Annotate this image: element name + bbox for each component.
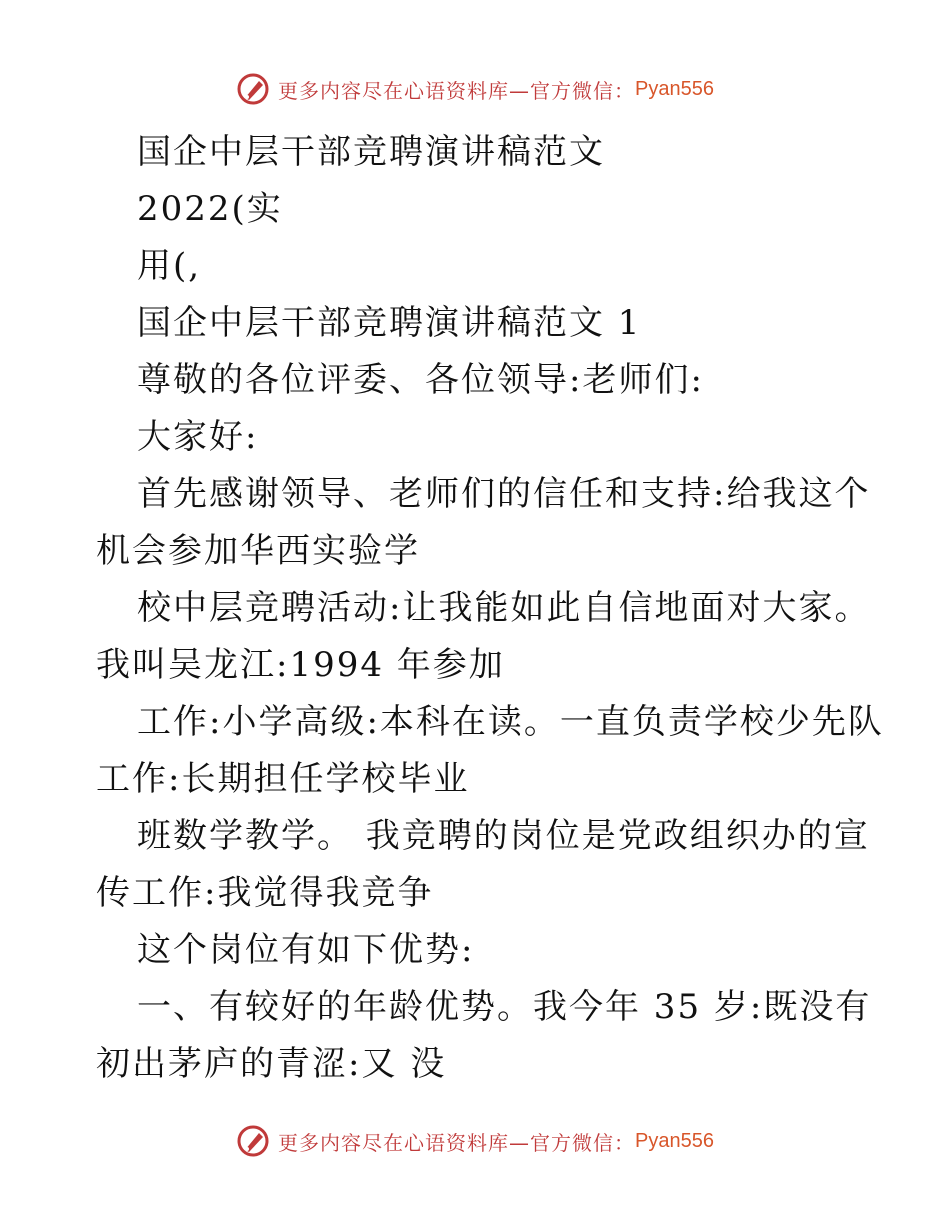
pen-logo-icon (236, 1124, 270, 1158)
text-line: 国企中层干部竞聘演讲稿范文 1 (137, 303, 642, 343)
text-line: 班数学教学。 我竞聘的岗位是党政组织办的宣 (137, 816, 870, 856)
text-line: 首先感谢领导、老师们的信任和支持:给我这个 (137, 474, 871, 514)
pen-logo-icon (236, 72, 270, 106)
text-line: 校中层竞聘活动:让我能如此自信地面对大家。 (137, 588, 871, 628)
watermark-id: Pyan556 (635, 77, 714, 100)
watermark-footer (0, 1124, 950, 1158)
watermark-text: 更多内容尽在心语资料库—官方微信： (278, 78, 636, 103)
text-line: 这个岗位有如下优势: (137, 930, 475, 970)
text-line: 工作:长期担任学校毕业 (96, 759, 470, 799)
document-body (96, 124, 884, 1093)
watermark-id: Pyan556 (635, 1129, 714, 1152)
watermark-text: 更多内容尽在心语资料库—官方微信： (278, 1130, 636, 1155)
text-line: 传工作:我觉得我竞争 (96, 873, 434, 913)
text-line: 2022(实 (137, 189, 283, 229)
text-line: 工作:小学高级:本科在读。一直负责学校少先队 (137, 702, 884, 742)
text-line: 尊敬的各位评委、各位领导:老师们: (137, 360, 704, 400)
text-line: 机会参加华西实验学 (96, 531, 420, 571)
watermark-header (0, 72, 950, 106)
text-line: 国企中层干部竞聘演讲稿范文 (137, 132, 605, 172)
text-line: 我叫吴龙江:1994 年参加 (96, 645, 505, 685)
text-line: 大家好: (137, 417, 259, 457)
text-line: 一、有较好的年龄优势。我今年 35 岁:既没有 (137, 987, 872, 1027)
text-line: 初出茅庐的青涩:又 没 (96, 1044, 447, 1084)
text-line: 用(, (137, 246, 202, 286)
